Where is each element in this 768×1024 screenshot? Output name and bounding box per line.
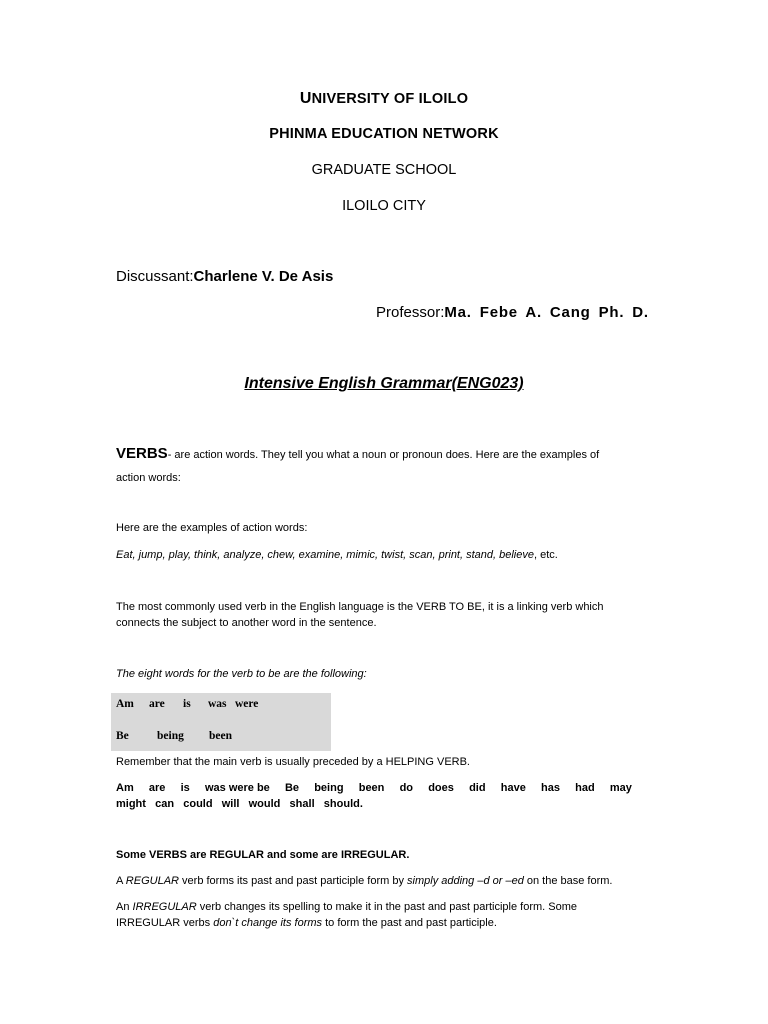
regular-irregular-heading: Some VERBS are REGULAR and some are IRREGULAR. bbox=[116, 849, 410, 861]
regular-definition: A REGULAR verb forms its past and past participle form by simply adding –d or –ed on the base form. bbox=[116, 875, 613, 887]
examples-list: Eat, jump, play, think, analyze, chew, examine, mimic, twist, scan, print, stand, believe, etc. bbox=[116, 549, 558, 561]
eight-words-intro: The eight words for the verb to be are the following: bbox=[116, 668, 367, 680]
helping-verbs-line1: Am are is was were be Be being been do does did have has had may bbox=[116, 782, 632, 794]
verbs-definition: VERBS- are action words. They tell you what a noun or pronoun does. Here are the examples of bbox=[116, 445, 600, 462]
verb-to-be-line1: The most commonly used verb in the English language is the VERB TO BE, it is a linking verb which bbox=[116, 601, 604, 613]
university-name: UNIVERSITY OF ILOILO bbox=[299, 90, 469, 107]
examples-intro: Here are the examples of action words: bbox=[116, 522, 308, 534]
verbs-definition-line2: action words: bbox=[116, 472, 181, 484]
network-name: PHINMA EDUCATION NETWORK bbox=[269, 126, 499, 142]
helping-verb-intro: Remember that the main verb is usually preceded by a HELPING VERB. bbox=[116, 756, 470, 768]
verb-to-be-line2: connects the subject to another word in the sentence. bbox=[116, 617, 377, 629]
to-be-box: Am are is was were Be being been bbox=[111, 693, 331, 751]
helping-verbs-line2: might can could will would shall should. bbox=[116, 798, 363, 810]
course-title: Intensive English Grammar(ENG023) bbox=[244, 375, 524, 392]
school-name: GRADUATE SCHOOL bbox=[311, 162, 457, 178]
city-name: ILOILO CITY bbox=[342, 198, 426, 214]
irregular-definition-line2: IRREGULAR verbs don`t change its forms to form the past and past participle. bbox=[116, 917, 497, 929]
professor-line: Professor:Ma. Febe A. Cang Ph. D. bbox=[376, 304, 649, 321]
discussant-line: Discussant:Charlene V. De Asis bbox=[116, 268, 334, 285]
irregular-definition-line1: An IRREGULAR verb changes its spelling to make it in the past and past participle form. Some bbox=[116, 901, 578, 913]
